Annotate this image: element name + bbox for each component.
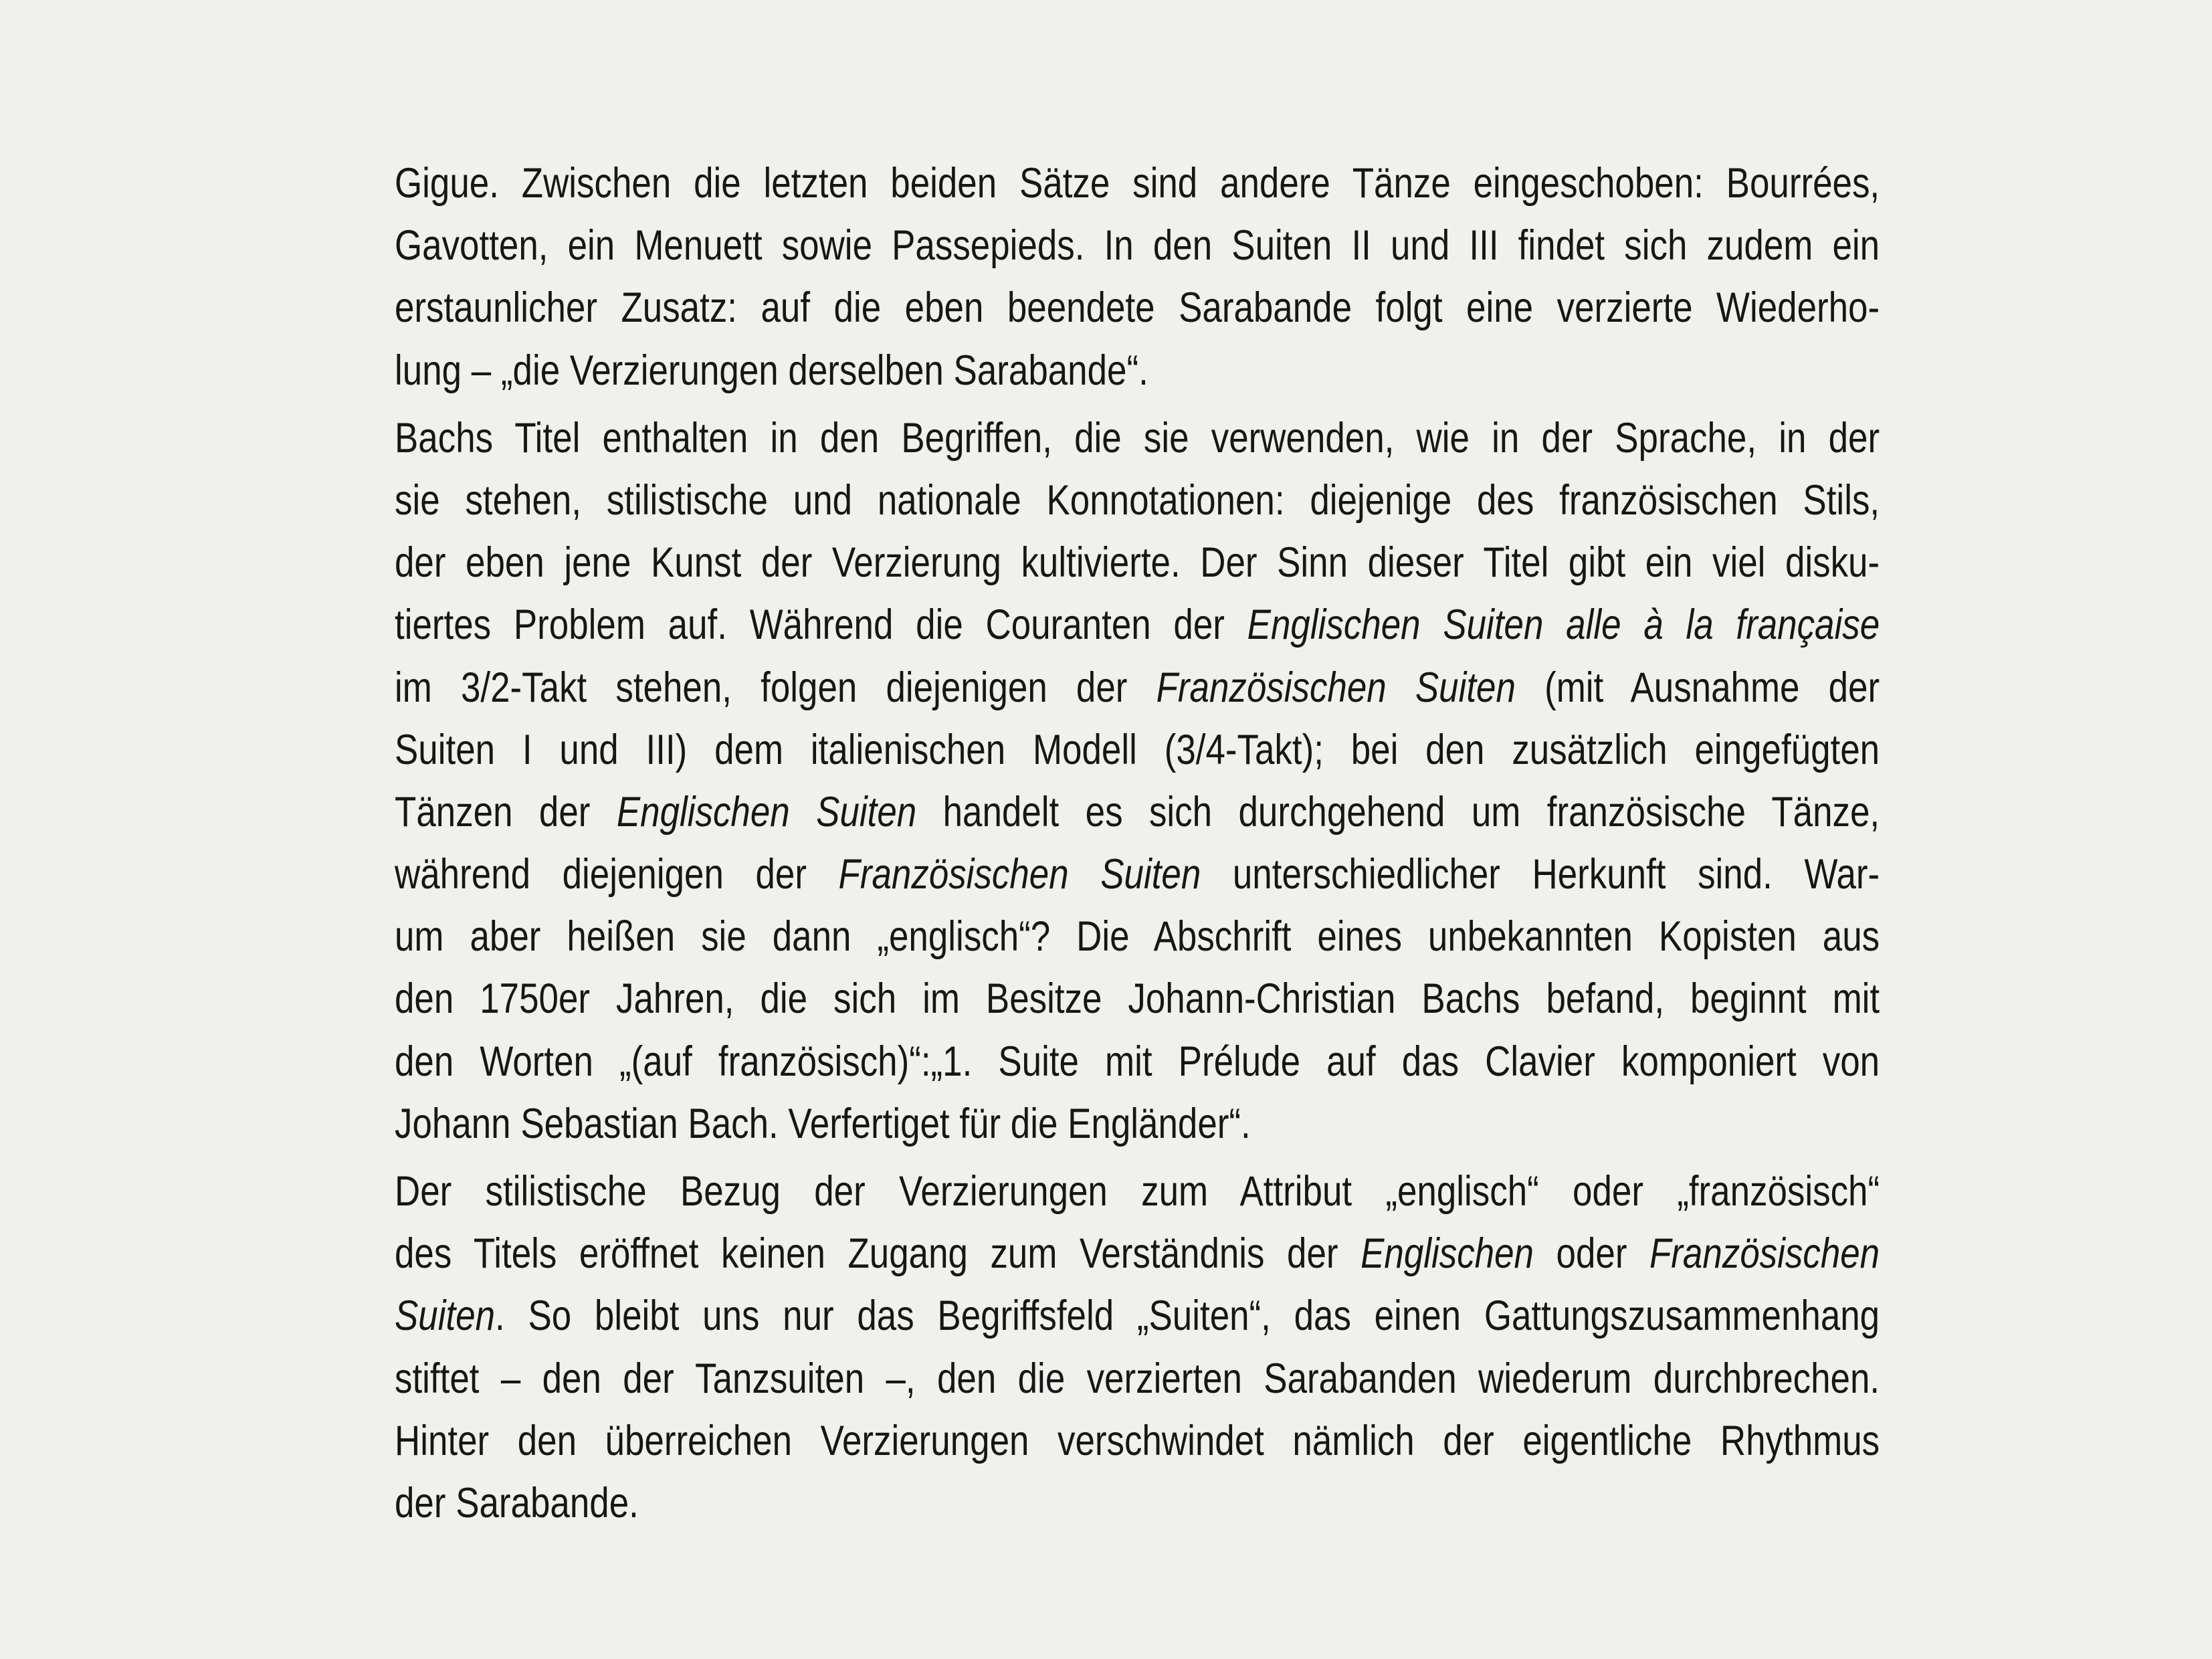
text-run-italic: Englischen [1361,1230,1534,1278]
text-run: (mit Ausnahme der [1515,664,1880,711]
text-run-italic: Englischen Suiten [616,788,917,836]
text-line [395,1223,1880,1285]
text-run: lung – „die Verzierungen derselben Sarabande“. [395,347,1148,394]
text-run-italic: Suiten [395,1292,496,1340]
text-run: erstaunlicher Zusatz: auf die eben beendete Sarabande folgt eine verzierte Wiederho- [395,284,1880,332]
text-run: Gavotten, ein Menuett sowie Passepieds. In den Suiten II und III findet sich zudem ein [395,222,1880,270]
text-line [395,277,1880,339]
text-line [395,1285,1880,1347]
text-line [395,844,1880,906]
text-run-italic: Französischen Suiten [838,851,1201,898]
text-run: Tänzen der [395,788,617,836]
paragraph-spacer [395,1155,1642,1161]
text-run: Gigue. Zwischen die letzten beiden Sätze sind andere Tänze eingeschoben: Bourrées, [395,160,1880,207]
text-line [395,906,1880,968]
text-run: Hinter den überreichen Verzierungen verschwindet nämlich der eigentliche Rhythmus [395,1417,1880,1464]
paragraph-spacer [395,402,1642,407]
text-run: Johann Sebastian Bach. Verfertiget für die Engländer“. [395,1100,1251,1147]
text-run: sie stehen, stilistische und nationale Konnotationen: diejenige des französischen Stils, [395,476,1880,524]
text-line [395,1410,1880,1472]
text-line [395,470,1880,532]
text-line [395,968,1880,1030]
text-line [395,1348,1880,1410]
text-line [395,1031,1880,1093]
text-line [395,532,1880,594]
text-run-italic: Englischen Suiten alle à la française [1247,601,1880,649]
text-line [395,407,1880,470]
text-run: während diejenigen der [395,851,839,898]
text-run: den 1750er Jahren, die sich im Besitze Johann-Christian Bachs befand, beginnt mit [395,975,1880,1023]
text-run: Suiten I und III) dem italienischen Modell (3/4-Takt); bei den zusätzlich eingefügten [395,726,1880,773]
text-line [395,1472,1880,1535]
paragraph-3 [395,1161,1880,1535]
text-run: im 3/2-Takt stehen, folgen diejenigen der [395,664,1157,711]
text-run: oder [1533,1230,1649,1278]
paragraph-1 [395,153,1880,402]
text-line [395,657,1880,719]
paragraph-2 [395,407,1880,1155]
text-run: tiertes Problem auf. Während die Couranten der [395,601,1247,649]
text-run-italic: Französischen [1649,1230,1880,1278]
text-line [395,340,1880,402]
text-line [395,153,1880,215]
text-line [395,594,1880,656]
text-run: . So bleibt uns nur das Begriffsfeld „Suiten“, das einen Gattungszusammenhang [495,1292,1880,1340]
text-run: den Worten „(auf französisch)“:„1. Suite mit Prélude auf das Clavier komponiert von [395,1038,1880,1085]
text-line [395,1161,1880,1223]
text-run-italic: Französischen Suiten [1156,664,1516,711]
text-run: des Titels eröffnet keinen Zugang zum Verständnis der [395,1230,1361,1278]
text-line [395,215,1880,277]
text-run: unterschiedlicher Herkunft sind. War- [1201,851,1880,898]
text-run: Der stilistische Bezug der Verzierungen zum Attribut „englisch“ oder „französisch“ [395,1168,1880,1215]
text-run: der eben jene Kunst der Verzierung kultivierte. Der Sinn dieser Titel gibt ein viel disku- [395,539,1880,587]
document-page [395,153,1880,1535]
text-run: um aber heißen sie dann „englisch“? Die Abschrift eines unbekannten Kopisten aus [395,913,1880,961]
text-run: stiftet – den der Tanzsuiten –, den die verzierten Sarabanden wiederum durchbrechen. [395,1355,1880,1402]
text-line [395,781,1880,844]
text-run: handelt es sich durchgehend um französische Tänze, [916,788,1880,836]
text-run: Bachs Titel enthalten in den Begriffen, die sie verwenden, wie in der Sprache, in der [395,414,1880,462]
text-line [395,1093,1880,1155]
text-run: der Sarabande. [395,1479,639,1527]
text-line [395,719,1880,781]
